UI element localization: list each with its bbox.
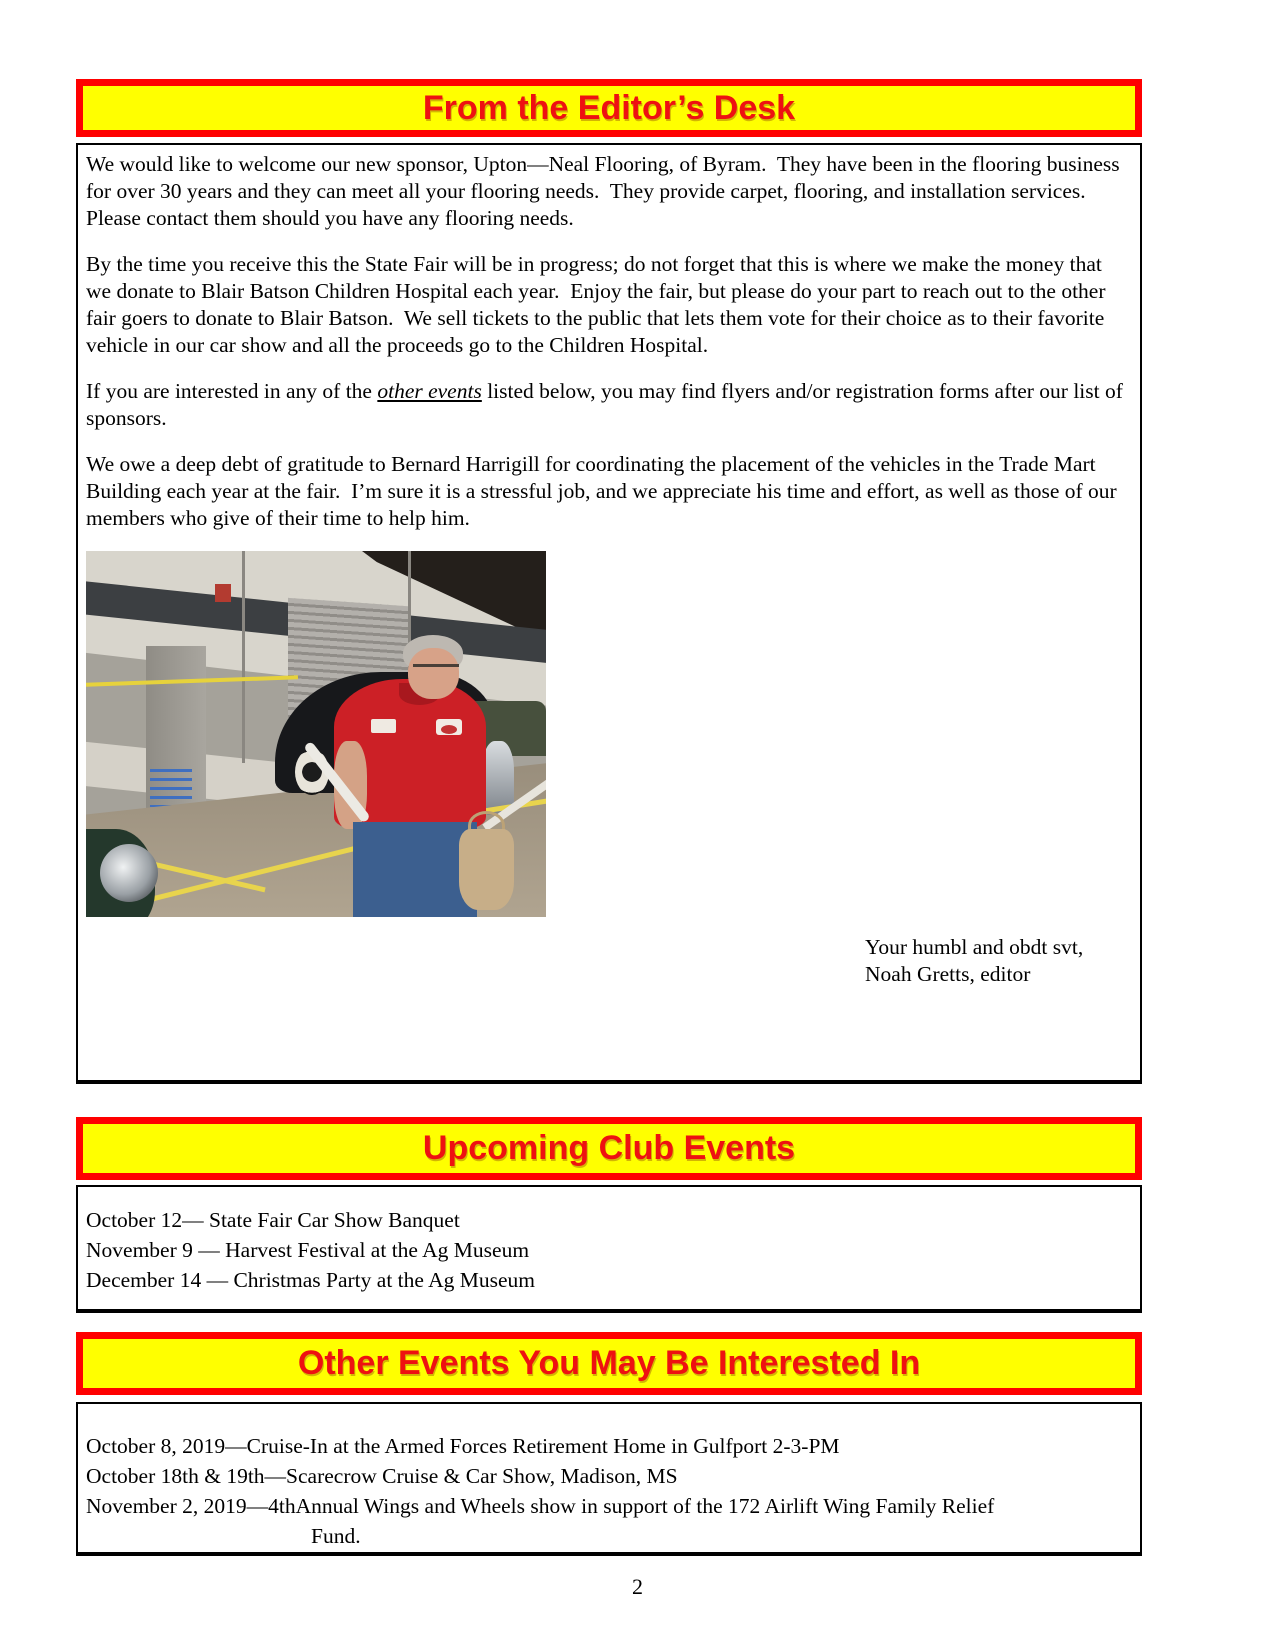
other-event-wings-wheels: November 2, 2019—4thAnnual Wings and Wheels show in support of the 172 Airlift Wing Family Relief — [86, 1494, 995, 1518]
editor-photo — [86, 551, 546, 917]
photo-man-club-badge-logo — [441, 725, 457, 734]
editor-paragraph-gratitude: We owe a deep debt of gratitude to Bernard Harrigill for coordinating the placement of the vehicles in the Trade Mart Building each year at the fair. I’m sure it is a stressful job, and we appreciate his time and effort, as well as those of our members who give of their time to help him. — [86, 452, 1123, 530]
photo-man-face — [408, 648, 459, 699]
photo-tan-bag — [459, 829, 514, 910]
editor-desk-banner-title: From the Editor’s Desk — [422, 88, 796, 127]
editor-paragraph-state-fair: By the time you receive this the State Fair will be in progress; do not forget that this is where we make the money that we donate to Blair Batson Children Hospital each year. Enjoy the fair, but please do your part to reach out to the other fair goers to donate to Blair Batson. We sell tickets to the public that lets them vote for their choice as to their favorite vehicle in our car show and all the proceeds go to the Children Hospital. — [86, 252, 1111, 357]
upcoming-events-banner-title: Upcoming Club Events — [422, 1129, 796, 1167]
other-events-banner-title: Other Events You May Be Interested In — [297, 1344, 921, 1382]
other-event-cruise-in: October 8, 2019—Cruise-In at the Armed Forces Retirement Home in Gulfport 2-3-PM — [86, 1434, 840, 1458]
upcoming-events-box — [76, 1185, 1142, 1313]
upcoming-event-november: November 9 — Harvest Festival at the Ag Museum — [86, 1238, 530, 1262]
upcoming-event-december: December 14 — Christmas Party at the Ag Museum — [86, 1268, 536, 1292]
editor-desk-box — [76, 143, 1142, 1084]
photo-blue-tape-marks — [150, 763, 191, 807]
photo-green-car-headlight — [100, 844, 158, 902]
other-event-wings-wheels-continued: Fund. — [311, 1524, 361, 1548]
page-number: 2 — [632, 1574, 643, 1599]
signature-line-1: Your humbl and obdt svt, — [865, 935, 1084, 959]
photo-man-glasses — [413, 664, 459, 667]
other-events-text-after: listed below, you may find flyers and/or registration forms after our list of sponsors. — [86, 379, 1129, 430]
photo-conduit-pipe — [242, 551, 245, 763]
upcoming-events-banner — [76, 1117, 1142, 1180]
editor-paragraph-other-events — [86, 378, 1130, 432]
photo-man-nametag — [371, 719, 396, 733]
editor-signature — [865, 934, 1130, 988]
other-events-banner — [76, 1332, 1142, 1395]
other-events-box — [76, 1402, 1142, 1556]
upcoming-event-october: October 12— State Fair Car Show Banquet — [86, 1208, 460, 1232]
other-events-text-before: If you are interested in any of the — [86, 379, 378, 403]
photo-fire-alarm — [215, 584, 231, 602]
other-events-emphasis: other events — [377, 379, 482, 403]
signature-line-2: Noah Gretts, editor — [865, 962, 1031, 986]
other-event-scarecrow: October 18th & 19th—Scarecrow Cruise & Car Show, Madison, MS — [86, 1464, 678, 1488]
editor-paragraph-sponsor: We would like to welcome our new sponsor, Upton—Neal Flooring, of Byram. They have been in the flooring business for over 30 years and they can meet all your flooring needs. They provide carpet, flooring, and installation services. Please contact them should you have any flooring needs. — [86, 152, 1125, 230]
editor-desk-banner — [76, 79, 1142, 137]
